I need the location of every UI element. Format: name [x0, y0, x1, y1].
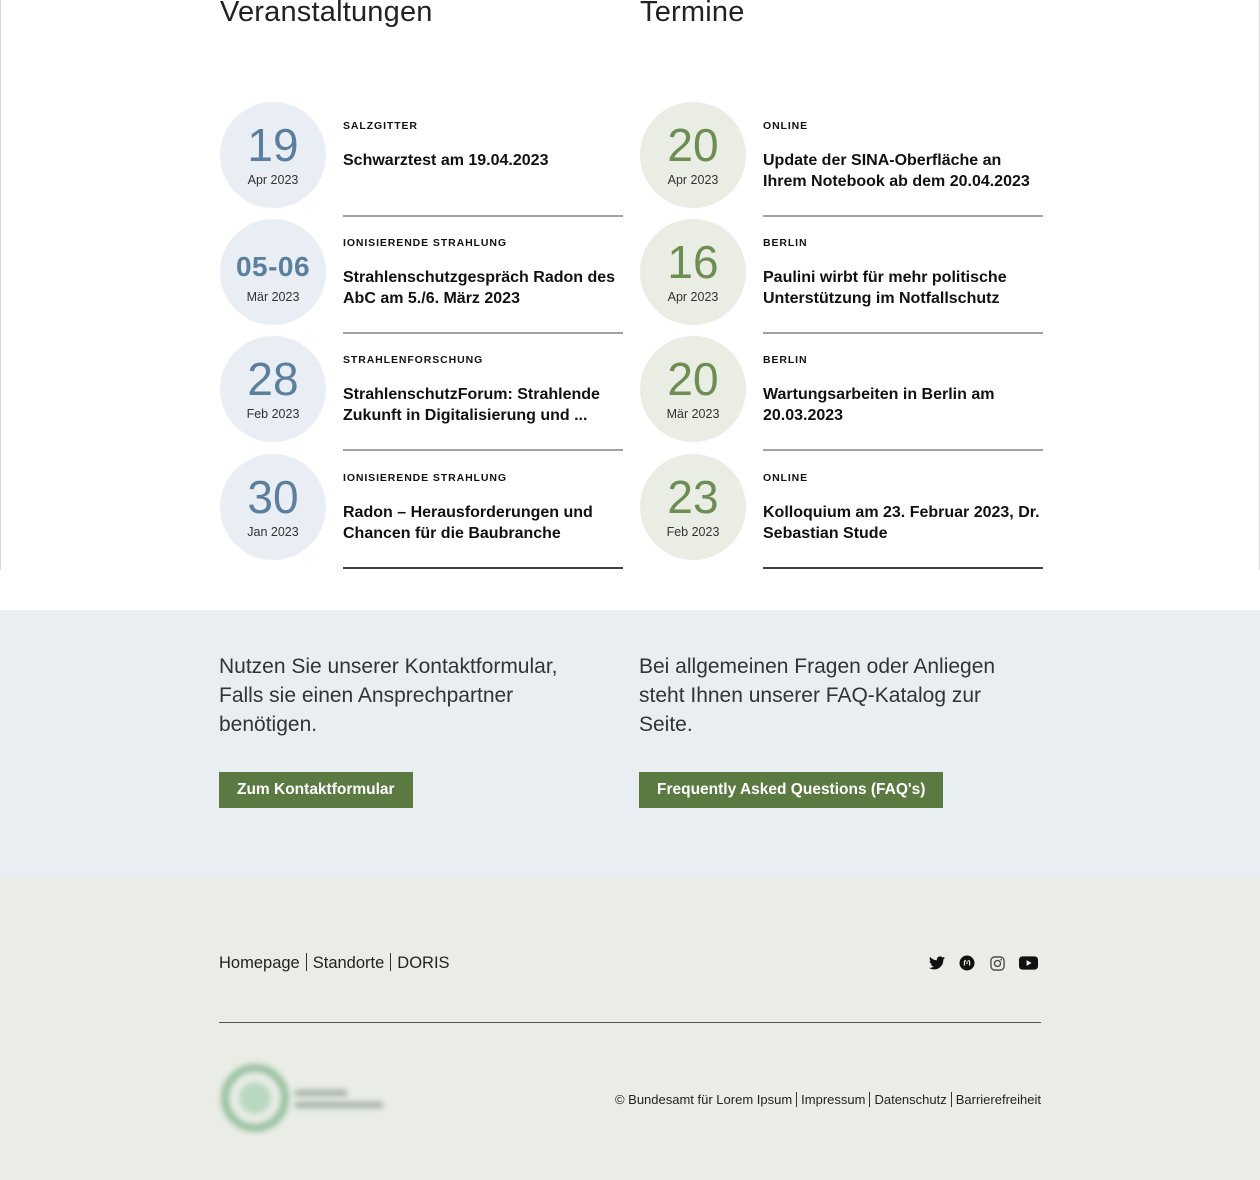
event-category: SALZGITTER — [343, 120, 418, 132]
legal-link-barrierefreiheit[interactable]: Barrierefreiheit — [955, 1092, 1041, 1107]
event-item[interactable] — [220, 454, 622, 571]
legal-links — [615, 1092, 1041, 1107]
event-title-link[interactable]: Radon – Herausforderungen und Chancen für die Baubranche — [343, 504, 593, 542]
event-item[interactable] — [220, 102, 622, 219]
date-day: 19 — [247, 119, 299, 171]
date-day: 30 — [247, 471, 299, 523]
event-category: IONISIERENDE STRAHLUNG — [343, 472, 507, 484]
appointment-title-link[interactable]: Kolloquium am 23. Februar 2023, Dr. Sebastian Stude — [763, 504, 1040, 542]
footer-link-doris[interactable]: DORIS — [397, 954, 450, 972]
date-day: 20 — [667, 119, 719, 171]
appointment-title-link[interactable]: Wartungsarbeiten in Berlin am 20.03.2023 — [763, 386, 995, 424]
date-badge — [220, 454, 326, 560]
termine-heading: Termine — [640, 0, 745, 28]
contact-form-block — [219, 652, 599, 798]
divider — [306, 953, 307, 971]
divider — [390, 953, 391, 971]
divider — [869, 1092, 870, 1107]
event-title-link[interactable]: Strahlenschutzgespräch Radon des AbC am 5./6. März 2023 — [343, 269, 616, 307]
youtube-icon[interactable] — [1018, 954, 1038, 972]
faq-block — [639, 652, 1019, 798]
date-month: Feb 2023 — [246, 407, 300, 421]
date-day: 28 — [247, 353, 299, 405]
date-day: 23 — [667, 471, 719, 523]
contact-form-button[interactable]: Zum Kontaktformular — [219, 772, 413, 808]
event-title-link[interactable]: StrahlenschutzForum: Strahlende Zukunft in Digitalisierung und ... — [343, 386, 600, 424]
divider — [343, 567, 623, 569]
date-month: Feb 2023 — [666, 525, 720, 539]
date-badge — [640, 454, 746, 560]
event-category: IONISIERENDE STRAHLUNG — [343, 237, 507, 249]
date-month: Apr 2023 — [667, 173, 719, 187]
divider — [763, 332, 1043, 334]
faq-button[interactable]: Frequently Asked Questions (FAQ's) — [639, 772, 943, 808]
date-month: Mär 2023 — [666, 407, 720, 421]
agency-logo — [219, 1060, 389, 1136]
appointment-item[interactable] — [640, 336, 1042, 453]
mastodon-icon[interactable] — [958, 954, 976, 972]
event-title-link[interactable]: Schwarztest am 19.04.2023 — [343, 152, 549, 169]
footer-divider — [219, 1022, 1041, 1023]
event-category: STRAHLENFORSCHUNG — [343, 354, 484, 366]
appointment-title-link[interactable]: Update der SINA-Oberfläche an Ihrem Notebook ab dem 20.04.2023 — [763, 152, 1030, 190]
appointment-category: ONLINE — [763, 120, 809, 132]
appointment-category: BERLIN — [763, 354, 808, 366]
event-item[interactable] — [220, 219, 622, 336]
divider — [951, 1092, 952, 1107]
divider — [763, 567, 1043, 569]
footer — [0, 878, 1260, 1180]
date-badge — [640, 219, 746, 325]
date-day: 20 — [667, 353, 719, 405]
appointment-title-link[interactable]: Paulini wirbt für mehr politische Unterstützung im Notfallschutz — [763, 269, 1007, 307]
date-month: Mär 2023 — [246, 290, 300, 304]
date-day: 05-06 — [235, 251, 311, 282]
social-links — [928, 954, 1038, 972]
divider — [343, 215, 623, 217]
date-badge — [220, 102, 326, 208]
appointment-category: BERLIN — [763, 237, 808, 249]
footer-nav — [219, 953, 450, 973]
events-section — [0, 0, 1260, 570]
divider — [343, 332, 623, 334]
date-badge — [220, 219, 326, 325]
faq-text: Bei allgemeinen Fragen oder Anliegen steht Ihnen unserer FAQ-Katalog zur Seite. — [639, 655, 996, 736]
date-month: Jan 2023 — [247, 525, 299, 539]
appointment-item[interactable] — [640, 102, 1042, 219]
date-badge — [640, 102, 746, 208]
footer-link-standorte[interactable]: Standorte — [312, 954, 385, 972]
contact-form-text: Nutzen Sie unserer Kontaktformular, Falls sie einen Ansprechpartner benötigen. — [219, 655, 558, 736]
divider — [763, 449, 1043, 451]
appointment-category: ONLINE — [763, 472, 809, 484]
divider — [763, 215, 1043, 217]
divider — [796, 1092, 797, 1107]
event-item[interactable] — [220, 336, 622, 453]
copyright-text: © Bundesamt für Lorem Ipsum — [614, 1092, 793, 1107]
date-month: Apr 2023 — [667, 290, 719, 304]
veranstaltungen-heading: Veranstaltungen — [220, 0, 433, 28]
appointment-item[interactable] — [640, 219, 1042, 336]
date-badge — [220, 336, 326, 442]
date-badge — [640, 336, 746, 442]
legal-link-datenschutz[interactable]: Datenschutz — [874, 1092, 947, 1107]
date-day: 16 — [667, 236, 719, 288]
legal-link-impressum[interactable]: Impressum — [801, 1092, 866, 1107]
contact-section — [0, 610, 1260, 878]
appointment-item[interactable] — [640, 454, 1042, 571]
date-month: Apr 2023 — [247, 173, 299, 187]
instagram-icon[interactable] — [988, 954, 1006, 972]
twitter-icon[interactable] — [928, 954, 946, 972]
footer-link-homepage[interactable]: Homepage — [219, 954, 300, 972]
divider — [343, 449, 623, 451]
